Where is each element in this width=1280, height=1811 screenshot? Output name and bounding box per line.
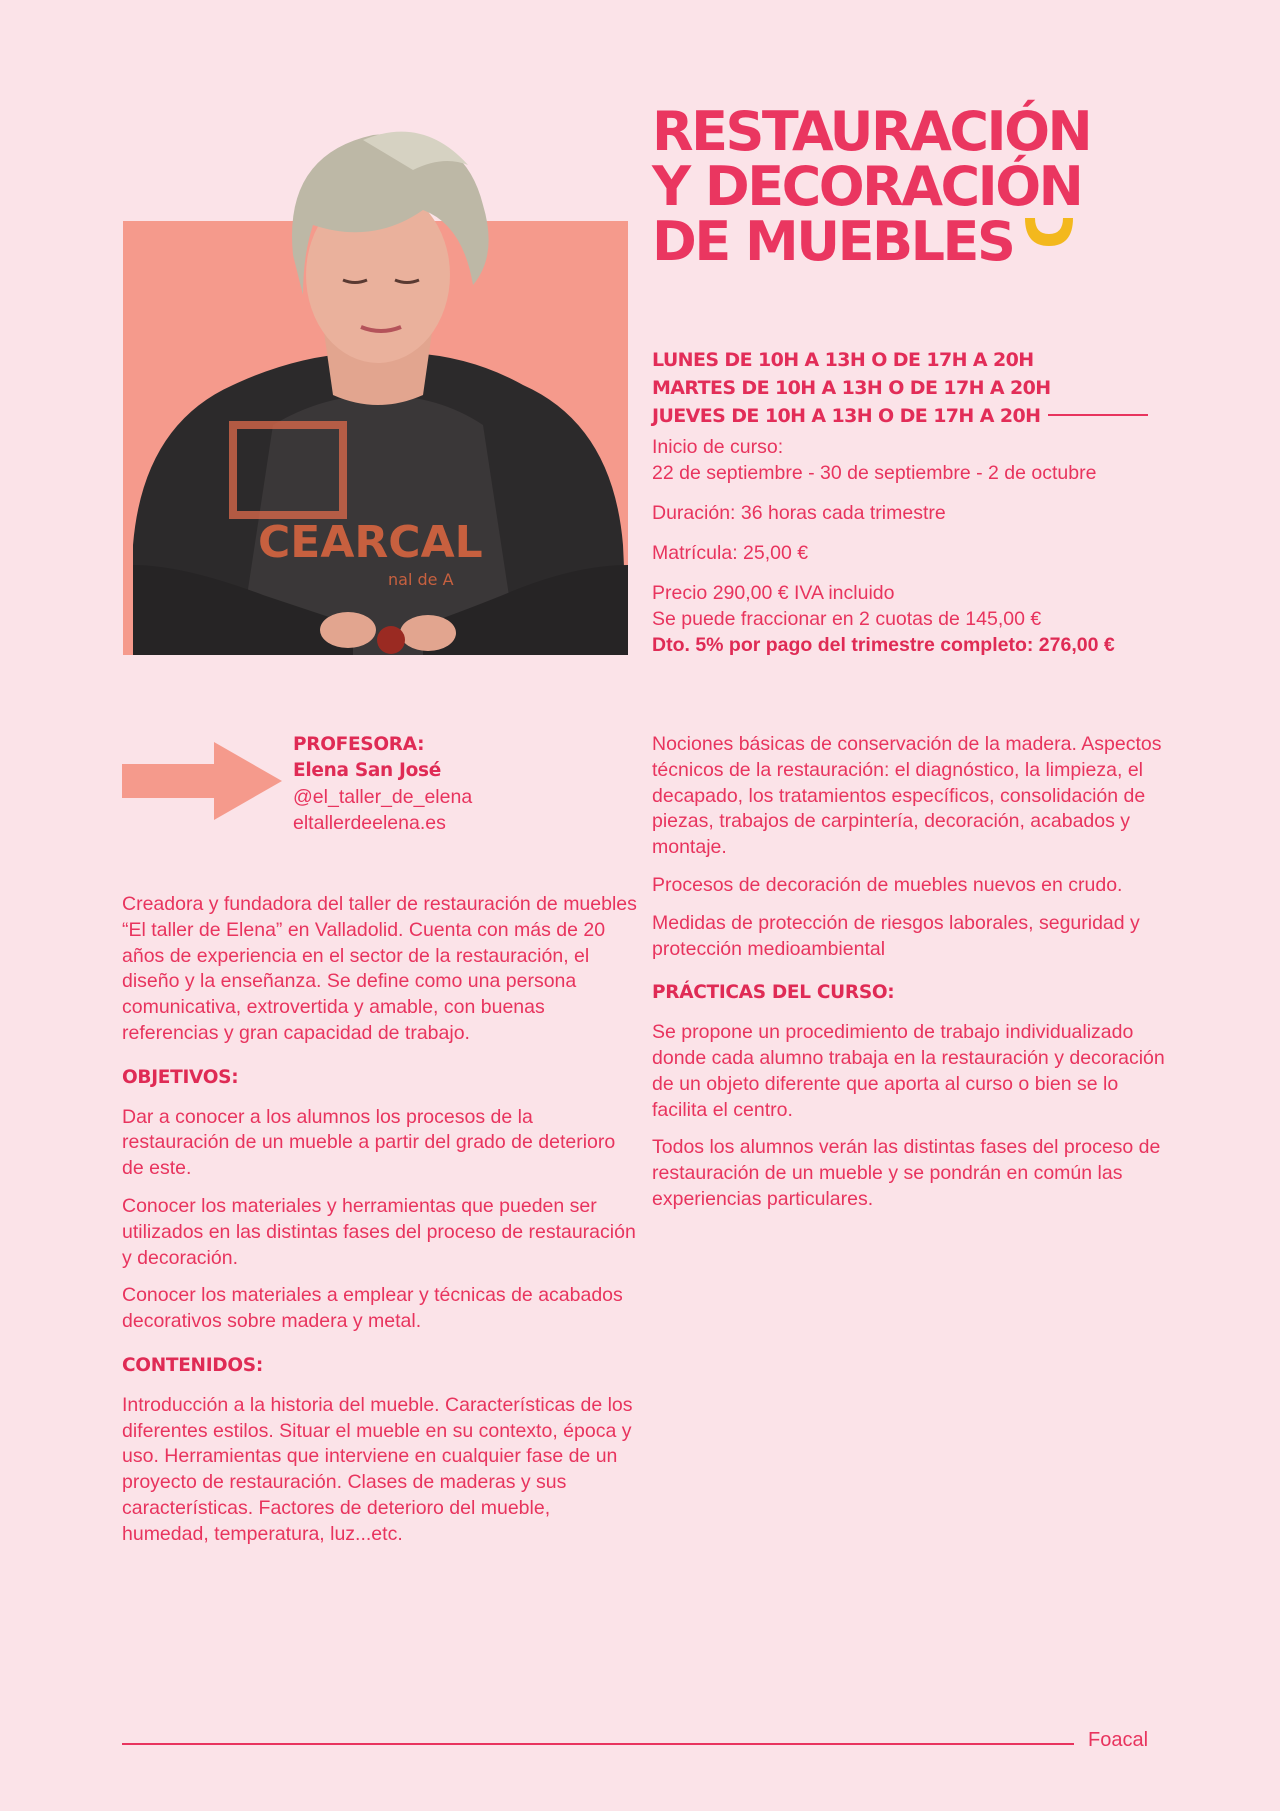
right-column [652, 732, 1167, 1225]
instructor-photo [123, 95, 628, 655]
schedule-monday: LUNES DE 10H A 13H O DE 17H A 20H [652, 349, 1034, 371]
content-item: Nociones básicas de conservación de la madera. Aspectos técnicos de la restauración: el diagnóstico, la limpieza, el decapado, los tratamientos específicos, consolidación de piezas, trabajos de carpintería, decoración, acabados y montaje. [652, 733, 1162, 859]
installments: Se puede fraccionar en 2 cuotas de 145,00 € [652, 608, 1042, 630]
footer-brand: Foacal [1088, 1729, 1149, 1751]
schedule-tuesday: MARTES DE 10H A 13H O DE 17H A 20H [652, 377, 1051, 399]
footer-rule [122, 1743, 1074, 1745]
teacher-website[interactable]: eltallerdeelena.es [293, 812, 446, 834]
teacher-name: Elena San José [293, 760, 441, 781]
enrollment: Matrícula: 25,00 € [652, 542, 809, 564]
discount: Dto. 5% por pago del trimestre completo: 276,00 € [652, 634, 1115, 656]
schedule [652, 346, 1172, 430]
start-dates-value: 22 de septiembre - 30 de septiembre - 2 de octubre [652, 462, 1097, 484]
contents-heading: CONTENIDOS: [122, 1354, 263, 1376]
practice-item: Todos los alumnos verán las distintas fases del proceso de restauración de un mueble y se pondrán en común las experiencias particulares. [652, 1136, 1161, 1210]
teacher-handle[interactable]: @el_taller_de_elena [293, 786, 473, 808]
teacher-label: PROFESORA: [293, 734, 425, 755]
schedule-thursday [652, 402, 1172, 430]
practice-item: Se propone un procedimiento de trabajo individualizado donde cada alumno trabaja en la restauración y decoración de un objeto diferente que aporta al curso o bien se lo facilita el centro. [652, 1021, 1165, 1121]
practices-heading: PRÁCTICAS DEL CURSO: [652, 982, 895, 1004]
price: Precio 290,00 € IVA incluido [652, 582, 895, 604]
title-line-2: Y DECORACIÓN [652, 155, 1082, 218]
arrow-right-icon [122, 742, 282, 820]
apron-logo-subtext: nal de A [388, 570, 454, 589]
content-item: Introducción a la historia del mueble. Características de los diferentes estilos. Situar el mueble en su contexto, época y uso. Herramientas que interviene en cualquier fase de un proyecto de restauración. Clases de maderas y sus características. Factores de deterioro del mueble, humedad, temperatura, luz...etc. [122, 1393, 633, 1545]
course-title [652, 100, 1212, 273]
title-line-1: RESTAURACIÓN [652, 100, 1091, 163]
start-label: Inicio de curso: [652, 436, 784, 458]
instructor-illustration [123, 95, 628, 655]
title-line-3 [652, 210, 1212, 273]
teacher-card [293, 732, 472, 836]
duration: Duración: 36 horas cada trimestre [652, 502, 946, 524]
title-line-3-text: DE MUEBLES [652, 210, 1014, 273]
objectives-heading: OBJETIVOS: [122, 1066, 239, 1088]
schedule-thursday-text: JUEVES DE 10H A 13H O DE 17H A 20H [652, 405, 1041, 427]
course-info [652, 434, 1172, 658]
yellow-smile-mark [1021, 218, 1077, 248]
left-column [122, 892, 637, 1560]
apron-logo-text: CEARCAL [258, 517, 483, 568]
objective-item: Conocer los materiales y herramientas que pueden ser utilizados en las distintas fases del proceso de restauración y decoración. [122, 1194, 636, 1269]
objective-item: Dar a conocer a los alumnos los procesos de la restauración de un mueble a partir del grado de deterioro de este. [122, 1105, 616, 1180]
schedule-rule [1048, 414, 1148, 416]
teacher-bio: Creadora y fundadora del taller de restauración de muebles “El taller de Elena” en Valladolid. Cuenta con más de 20 años de experiencia en el sector de la restauración, el diseño y la enseñanza. Se define como una persona comunicativa, extrovertida y amable, con buenas referencias y gran capacidad de trabajo. [122, 893, 637, 1044]
content-item: Procesos de decoración de muebles nuevos en crudo. [652, 873, 1123, 896]
objective-item: Conocer los materiales a emplear y técnicas de acabados decorativos sobre madera y metal. [122, 1284, 623, 1333]
content-item: Medidas de protección de riesgos laborales, seguridad y protección medioambiental [652, 911, 1140, 960]
start-dates [652, 434, 1172, 486]
